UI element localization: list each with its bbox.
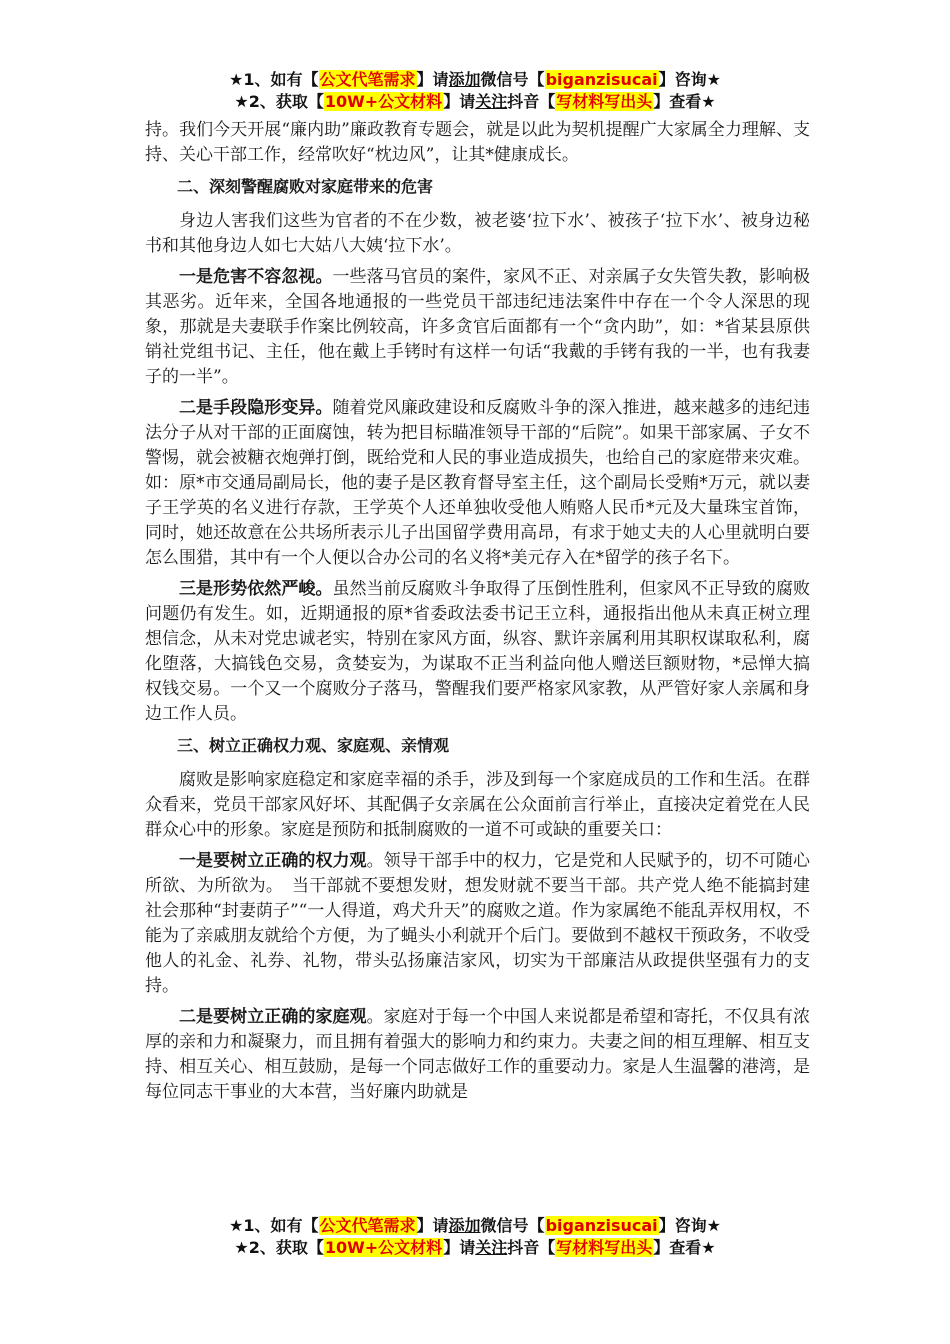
banner-text: 】查看★ bbox=[653, 92, 716, 111]
footer-banner bbox=[0, 1215, 950, 1259]
banner-highlight: 公文代笔需求 bbox=[319, 70, 416, 89]
banner-line-1 bbox=[0, 69, 950, 91]
paragraph-text: 随着党风廉政建设和反腐败斗争的深入推进，越来越多的违纪违法分子从对干部的正面腐蚀，转为把目标瞄准领导干部的“后院”。如果干部家属、子女不警惕，就会被糖衣炮弹打倒，既给党和人民的事业造成损失，也给自己的家庭带来灾难。如：原*市交通局副局长，他的妻子是区教育督导室主任，这个副局长受贿*万元，就以妻子王学英的名义进行存款，王学英个人还单独收受他人贿赂人民币*元及大量珠宝首饰，同时，她还故意在公共场所表示儿子出国留学费用高昂，有求于她丈夫的人心里就明白要怎么围猎，其中有一个人便以合办公司的名义将*美元存入在*留学的孩子名下。 bbox=[145, 398, 810, 568]
paragraph bbox=[145, 849, 810, 999]
header-banner bbox=[0, 69, 950, 113]
banner-highlight: biganzisucai bbox=[545, 70, 658, 89]
banner-text: 微信号【 bbox=[480, 70, 545, 89]
banner-underlined: 关注 bbox=[475, 92, 508, 111]
banner-text: 】咨询★ bbox=[658, 1216, 721, 1235]
paragraph bbox=[145, 1005, 810, 1105]
paragraph-text: 。领导干部手中的权力，它是党和人民赋予的，切不可随心所欲、为所欲为。 当干部就不要想发财，想发财就不要当干部。共产党人绝不能搞封建社会那种“封妻荫子”“一人得道，鸡犬升天”的腐败之道。作为家属绝不能乱弄权用权，不能为了亲戚朋友就给个方便，为了蝇头小利就开个后门。要做到不越权干预政务，不收受他人的礼金、礼券、礼物，带头弘扬廉洁家风，切实为干部廉洁从政提供坚强有力的支持。 bbox=[145, 851, 811, 996]
banner-text: 】请 bbox=[416, 70, 449, 89]
banner-text: ★2、获取【 bbox=[234, 92, 324, 111]
banner-text: ★2、获取【 bbox=[234, 1238, 324, 1257]
paragraph: 腐败是影响家庭稳定和家庭幸福的杀手，涉及到每一个家庭成员的工作和生活。在群众看来，党员干部家风好坏、其配偶子女亲属在公众面前言行举止，直接决定着党在人民群众心中的形象。家庭是预防和抵制腐败的一道不可或缺的重要关口： bbox=[145, 770, 810, 840]
banner-highlight: biganzisucai bbox=[545, 1216, 658, 1235]
banner-text: 】请 bbox=[443, 92, 476, 111]
banner-line-2 bbox=[0, 1237, 950, 1259]
banner-text: 抖音【 bbox=[507, 92, 556, 111]
banner-highlight: 写材料写出头 bbox=[556, 1238, 653, 1257]
banner-text: 】请 bbox=[443, 1238, 476, 1257]
paragraph bbox=[145, 396, 810, 571]
paragraph bbox=[145, 577, 810, 727]
banner-highlight: 10W+公文材料 bbox=[324, 1238, 443, 1257]
paragraph-lead: 一是危害不容忽视。 bbox=[179, 267, 333, 287]
paragraph-text: 虽然当前反腐败斗争取得了压倒性胜利，但家风不正导致的腐败问题仍有发生。如，近期通报的原*省委政法委书记王立科，通报指出他从未真正树立理想信念，从未对党忠诚老实，特别在家风方面，纵容、默许亲属利用其职权谋取私利，腐化堕落，大搞钱色交易，贪婪妄为，为谋取不正当利益向他人赠送巨额财物，*忌惮大搞权钱交易。一个又一个腐败分子落马，警醒我们要严格家风家教，从严管好家人亲属和身边工作人员。 bbox=[145, 579, 810, 724]
banner-text: 】请 bbox=[416, 1216, 449, 1235]
paragraph-lead: 三是形势依然严峻。 bbox=[179, 579, 333, 599]
banner-text: 】咨询★ bbox=[658, 70, 721, 89]
banner-highlight: 写材料写出头 bbox=[556, 92, 653, 111]
banner-underlined: 添加 bbox=[448, 70, 481, 89]
document-body bbox=[145, 118, 810, 1111]
paragraph-text: 。家庭对于每一个中国人来说都是希望和寄托，不仅具有浓厚的亲和力和凝聚力，而且拥有着强大的影响力和约束力。夫妻之间的相互理解、相互支持、相互关心、相互鼓励，是每一个同志做好工作的重要动力。家是人生温馨的港湾，是每位同志干事业的大本营，当好廉内助就是 bbox=[145, 1007, 811, 1102]
section-heading: 三、树立正确权力观、家庭观、亲情观 bbox=[177, 736, 450, 755]
paragraph: 持。我们今天开展“廉内助”廉政教育专题会，就是以此为契机提醒广大家属全力理解、支持、关心干部工作，经常吹好“枕边风”，让其*健康成长。 bbox=[145, 120, 810, 165]
paragraph-text: 一些落马官员的案件，家风不正、对亲属子女失管失教，影响极其恶劣。近年来，全国各地通报的一些党员干部违纪违法案件中存在一个令人深思的现象，那就是夫妻联手作案比例较高，许多贪官后面都有一个“贪内助”，如：*省某县原供销社党组书记、主任，他在戴上手铐时有这样一句话“我戴的手铐有我的一半，也有我妻子的一半”。 bbox=[145, 267, 810, 387]
paragraph bbox=[145, 265, 810, 390]
paragraph: 身边人害我们这些为官者的不在少数，被老婆‘拉下水’、被孩子‘拉下水’、被身边秘书和其他身边人如七大姑八大姨‘拉下水’。 bbox=[145, 211, 810, 256]
banner-highlight: 公文代笔需求 bbox=[319, 1216, 416, 1235]
banner-highlight: 10W+公文材料 bbox=[324, 92, 443, 111]
paragraph-lead: 二是手段隐形变异。 bbox=[179, 398, 333, 418]
section-heading: 二、深刻警醒腐败对家庭带来的危害 bbox=[177, 177, 434, 196]
banner-text: ★1、如有【 bbox=[229, 1216, 319, 1235]
paragraph-lead: 二是要树立正确的家庭观 bbox=[179, 1007, 367, 1027]
banner-line-2 bbox=[0, 91, 950, 113]
paragraph-lead: 一是要树立正确的权力观 bbox=[179, 851, 367, 871]
banner-underlined: 添加 bbox=[448, 1216, 481, 1235]
banner-underlined: 关注 bbox=[475, 1238, 508, 1257]
banner-text: 】查看★ bbox=[653, 1238, 716, 1257]
banner-text: ★1、如有【 bbox=[229, 70, 319, 89]
banner-line-1 bbox=[0, 1215, 950, 1237]
banner-text: 微信号【 bbox=[480, 1216, 545, 1235]
banner-text: 抖音【 bbox=[507, 1238, 556, 1257]
